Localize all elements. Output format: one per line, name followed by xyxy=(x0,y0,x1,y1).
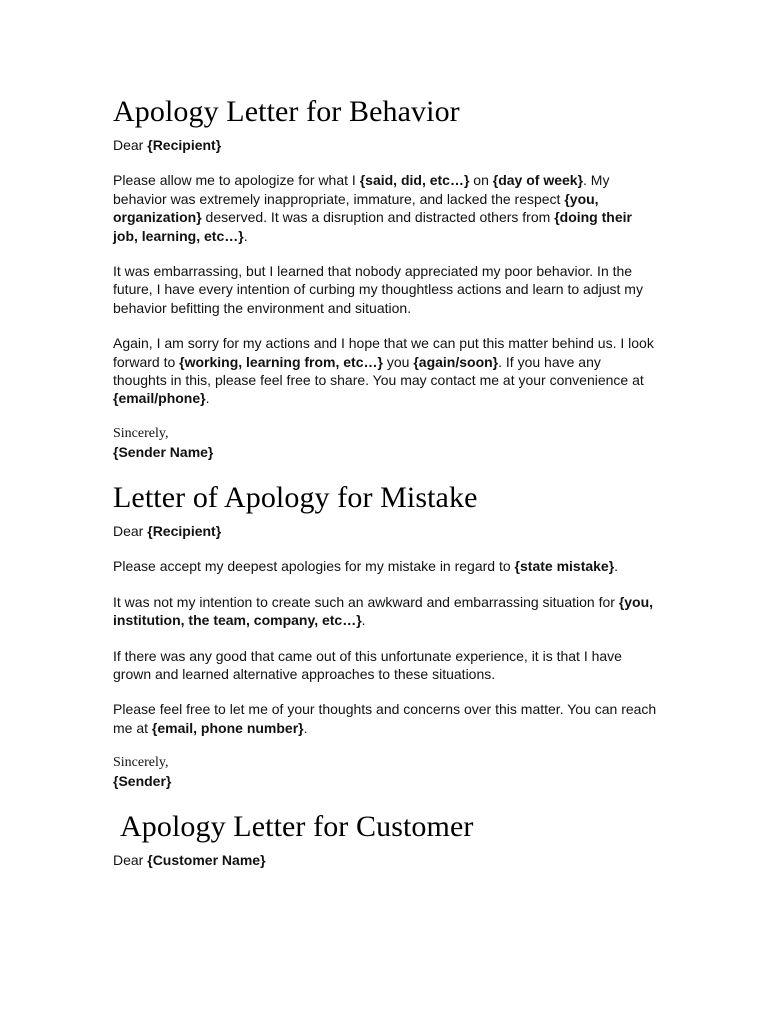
text-run: you xyxy=(382,353,414,370)
placeholder: {working, learning from, etc…} xyxy=(179,353,383,370)
document-page xyxy=(113,92,658,887)
salutation xyxy=(113,136,658,154)
recipient-placeholder: {Customer Name} xyxy=(147,852,266,869)
text-run: Please allow me to apologize for what I xyxy=(113,172,360,189)
text-run: . xyxy=(361,612,366,629)
letter-paragraph xyxy=(113,593,658,630)
placeholder: {email/phone} xyxy=(113,390,206,407)
sender-placeholder: {Sender} xyxy=(113,773,172,790)
placeholder: {said, did, etc…} xyxy=(359,172,470,189)
recipient-placeholder: {Recipient} xyxy=(147,137,222,153)
text-run: . xyxy=(243,227,248,244)
placeholder: {again/soon} xyxy=(413,353,499,370)
letter-paragraph: If there was any good that came out of this unfortunate experience, it is that I have grown and learned alternative approaches to these situations. xyxy=(113,647,622,682)
text-run: . xyxy=(614,558,619,575)
letter-mistake xyxy=(113,478,658,790)
text-run: . xyxy=(205,390,210,407)
sender-placeholder: {Sender Name} xyxy=(113,443,214,460)
placeholder: {doing their job, learning, etc…} xyxy=(113,209,632,244)
placeholder: {you, organization} xyxy=(113,190,599,226)
letter-paragraph xyxy=(113,557,658,575)
signoff xyxy=(113,425,658,461)
salutation-word: Dear xyxy=(113,137,144,153)
salutation-word: Dear xyxy=(113,522,144,539)
letter-customer xyxy=(113,807,658,869)
placeholder: {day of week} xyxy=(492,172,584,189)
letter-title: Letter of Apology for Mistake xyxy=(113,480,478,514)
letter-behavior xyxy=(113,92,658,461)
placeholder: {email, phone number} xyxy=(151,719,304,736)
text-run: It was not my intention to create such an awkward and embarrassing situation for xyxy=(113,593,619,610)
text-run: Please accept my deepest apologies for my mistake in regard to xyxy=(113,558,515,575)
text-run: . xyxy=(303,719,308,736)
letter-title: Apology Letter for Customer xyxy=(120,810,474,844)
placeholder: {you, institution, the team, company, etc…} xyxy=(113,593,654,629)
closing: Sincerely, xyxy=(113,755,169,771)
letter-title: Apology Letter for Behavior xyxy=(113,95,460,128)
letter-paragraph: It was embarrassing, but I learned that nobody appreciated my poor behavior. In the future, I have every intention of curbing my thoughtless actions and learn to adjust my behavior befitting the environment and situation. xyxy=(113,263,643,316)
closing: Sincerely, xyxy=(113,425,169,441)
salutation xyxy=(113,522,658,540)
letter-paragraph xyxy=(113,171,658,245)
text-run: on xyxy=(469,172,493,189)
text-run: . My behavior was extremely inappropriate, immature, and lacked the respect xyxy=(113,172,610,207)
salutation xyxy=(113,851,658,869)
letter-paragraph xyxy=(113,700,658,737)
placeholder: {state mistake} xyxy=(514,558,615,575)
text-run: Again, I am sorry for my actions and I hope that we can put this matter behind us. I look forward to xyxy=(113,335,654,370)
salutation-word: Dear xyxy=(113,852,144,869)
text-run: . If you have any thoughts in this, please feel free to share. You may contact me at your convenience at xyxy=(113,353,644,389)
text-run: deserved. It was a disruption and distracted others from xyxy=(201,209,555,226)
recipient-placeholder: {Recipient} xyxy=(147,522,222,539)
letter-paragraph xyxy=(113,334,658,408)
text-run: Please feel free to let me of your thoughts and concerns over this matter. You can reach me at xyxy=(113,701,657,736)
signoff xyxy=(113,754,658,790)
